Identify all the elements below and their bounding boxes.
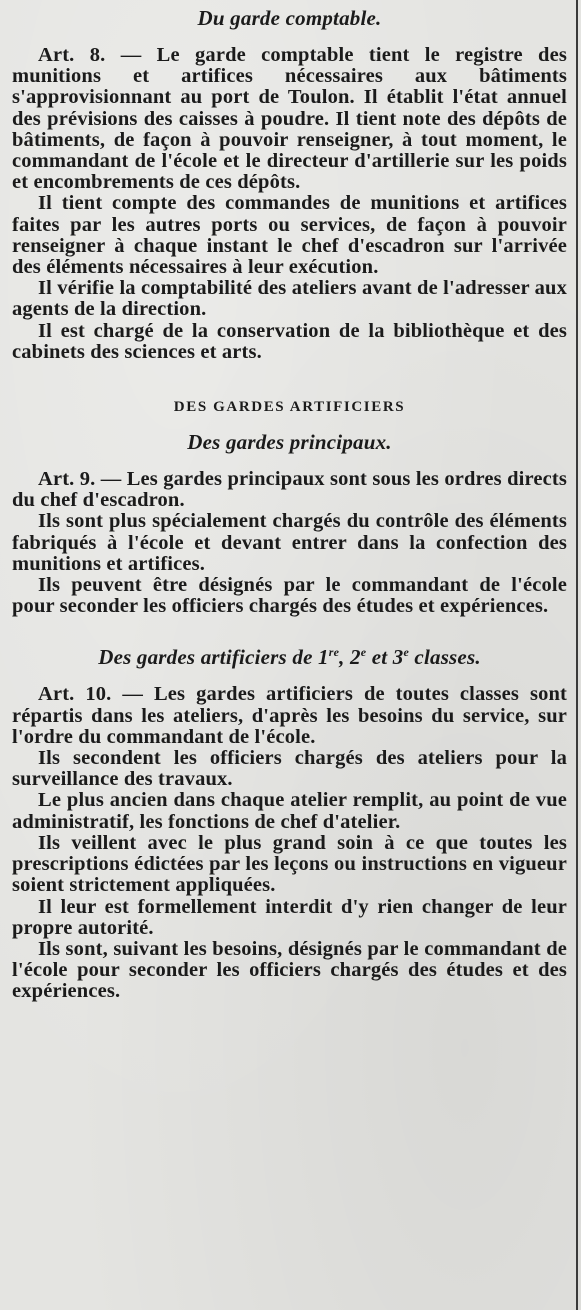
paragraph: Ils peuvent être désignés par le commandant de l'école pour seconder les officiers chargés des études et expériences. (12, 574, 567, 618)
article-8-label: Art. 8. — (38, 44, 142, 66)
heading-gardes-artificiers-classes (12, 645, 567, 670)
heading-garde-comptable: Du garde comptable. (197, 6, 382, 30)
superscript: e (403, 645, 409, 660)
paragraph: Ils secondent les officiers chargés des ateliers pour la surveillance des travaux. (12, 747, 567, 791)
heading-text: et 3 (366, 645, 404, 670)
article-9-label: Art. 9. — (38, 468, 122, 491)
paragraph: Ils sont plus spécialement chargés du contrôle des éléments fabriqués à l'école et devant entrer dans la confection des munitions et artifices. (12, 510, 567, 575)
article-8 (12, 45, 567, 193)
article-10 (12, 684, 567, 748)
section-title-gardes-artificiers: DES GARDES ARTIFICIERS (173, 399, 406, 416)
column-rule (576, 0, 578, 1310)
article-10-text: Les gardes artificiers de toutes classes sont répartis dans les ateliers, d'après les besoins du service, sur l'ordre du commandant de l'école. (12, 683, 568, 748)
heading-text: , 2 (339, 645, 361, 670)
heading-text: Des gardes artificiers de 1 (98, 645, 329, 670)
article-9-text: Les gardes principaux sont sous les ordres directs du chef d'escadron. (12, 468, 567, 512)
paragraph: Il tient compte des commandes de munitions et artifices faites par les autres ports ou services, de façon à pouvoir renseigner à chaque instant le chef d'escadron sur l'arrivée des éléments nécessaires à leur exécution. (12, 192, 567, 279)
paragraph: Le plus ancien dans chaque atelier remplit, au point de vue administratif, les fonctions de chef d'atelier. (12, 789, 567, 833)
article-8-text: Le garde comptable tient le registre des munitions et artifices nécessaires aux bâtiments s'approvisionnant au port de Toulon. Il établit l'état annuel des prévisions des caisses à poudre. Il tient note des dépôts de bâtiments, de façon à pouvoir renseigner, à tout moment, le commandant de l'école et le directeur d'artillerie sur les poids et encombrements de ces dépôts. (12, 44, 567, 194)
article-10-label: Art. 10. — (38, 683, 144, 706)
article-9 (12, 469, 567, 511)
superscript: re (328, 645, 340, 660)
paragraph: Ils sont, suivant les besoins, désignés par le commandant de l'école pour seconder les officiers chargés des études et des expériences. (12, 937, 567, 1003)
heading-gardes-principaux: Des gardes principaux. (187, 430, 392, 455)
paragraph: Il vérifie la comptabilité des ateliers avant de l'adresser aux agents de la direction. (12, 277, 567, 321)
superscript: e (360, 645, 367, 660)
paragraph: Ils veillent avec le plus grand soin à ce que toutes les prescriptions édictées par les leçons ou instructions en vigueur soient strictement appliquées. (12, 831, 567, 897)
paragraph: Il est chargé de la conservation de la bibliothèque et des cabinets des sciences et arts. (12, 319, 567, 363)
heading-text: classes. (408, 645, 481, 670)
paragraph: Il leur est formellement interdit d'y rien changer de leur propre autorité. (12, 895, 567, 939)
